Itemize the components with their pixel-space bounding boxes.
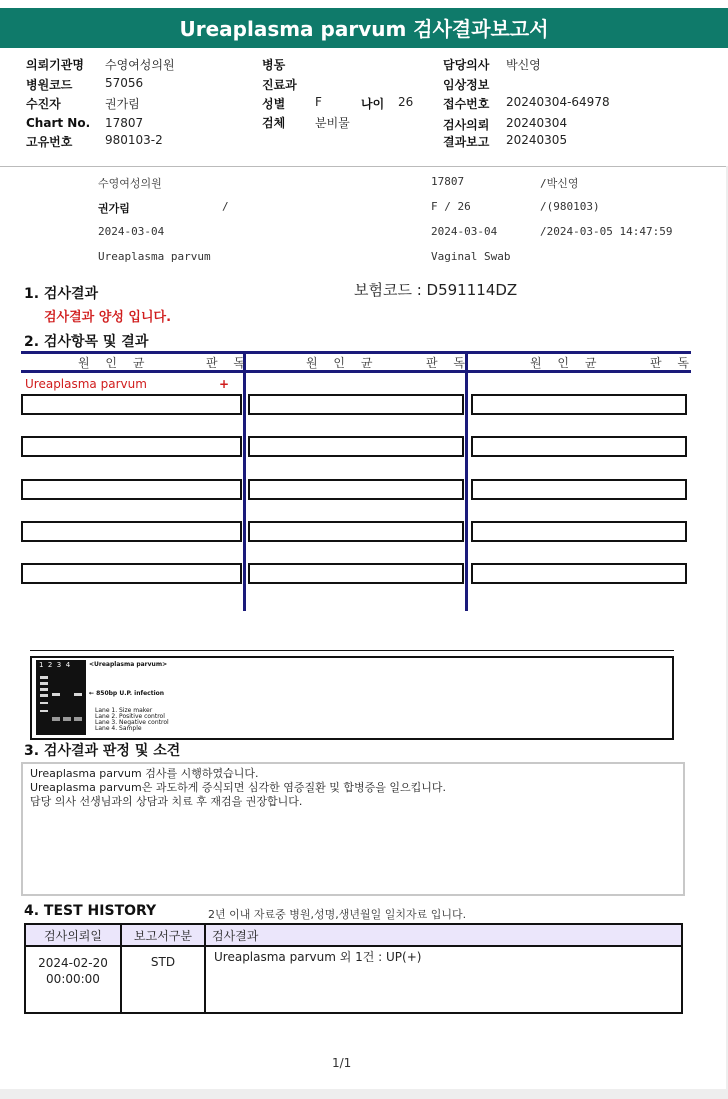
result-box [248, 521, 464, 542]
col-test-result: 검사결과 [205, 924, 682, 946]
sub-doctor: /박신영 [540, 177, 579, 190]
label-department: 진료과 [262, 78, 297, 92]
label-hospital-code: 병원코드 [26, 78, 73, 92]
value-sex: F [315, 95, 322, 109]
sub-request-date: 2024-03-04 [98, 225, 165, 238]
header-divider [0, 166, 728, 167]
section2-title: 2. 검사항목 및 결과 [24, 334, 149, 350]
section1-title: 1. 검사결과 [24, 286, 99, 302]
label-doctor: 담당의사 [443, 58, 490, 72]
gel-band [52, 717, 60, 721]
bottom-bar [0, 1089, 728, 1099]
label-age: 나이 [361, 97, 385, 111]
value-request-date: 20240304 [506, 116, 568, 130]
col-header-result-2: 판 독 [426, 356, 471, 370]
value-receipt-no: 20240304-64978 [506, 95, 610, 109]
result-box [471, 563, 687, 584]
label-requesting-institution: 의뢰기관명 [26, 58, 84, 72]
label-patient: 수진자 [26, 97, 61, 111]
value-chart-no: 17807 [105, 116, 144, 130]
cell-request-datetime [25, 946, 121, 1013]
result-box [248, 479, 464, 500]
gel-legend-lane3: Lane 3. Negative control [95, 719, 169, 726]
header-info [0, 0, 728, 160]
value-doctor: 박신영 [506, 58, 541, 72]
gel-lane-numbers: 1 2 3 4 [39, 661, 71, 669]
sub-receipt-date: 2024-03-04 [431, 225, 498, 238]
label-sex: 성별 [262, 97, 286, 111]
sub-report-time: /2024-03-05 14:47:59 [540, 225, 673, 238]
result-box [21, 394, 242, 415]
label-report-date: 결과보고 [443, 135, 490, 149]
col-request-date: 검사의뢰일 [25, 924, 121, 946]
sub-patient-slash: / [222, 200, 229, 213]
result-box [21, 563, 242, 584]
page-number: 1/1 [332, 1056, 352, 1070]
sub-specimen: Vaginal Swab [431, 250, 511, 263]
result-statement: 검사결과 양성 입니다. [44, 310, 172, 325]
gel-band [40, 710, 48, 712]
opinion-line-2: Ureaplasma parvum은 과도하게 증식되면 심각한 염증질환 및 합병증을 일으킵니다. [30, 781, 446, 794]
history-note: 2년 이내 자료중 병원,성명,생년월일 일치자료 입니다. [208, 908, 467, 921]
gel-band [52, 693, 60, 696]
result-box [248, 563, 464, 584]
col-header-result-1: 판 독 [206, 356, 251, 370]
result-box [471, 521, 687, 542]
gel-legend-lane1: Lane 1. Size maker [95, 707, 153, 714]
label-unique-no: 고유번호 [26, 135, 73, 149]
result-box [21, 479, 242, 500]
col-header-organism-2: 원 인 균 [306, 356, 379, 370]
gel-legend-lane4: Lane 4. Sample [95, 725, 142, 732]
label-ward: 병동 [262, 58, 286, 72]
result-box [471, 394, 687, 415]
test-history-table [24, 923, 683, 1014]
label-receipt-no: 접수번호 [443, 97, 490, 111]
value-hospital-code: 57056 [105, 76, 144, 90]
value-age: 26 [398, 95, 414, 109]
cell-report-type: STD [121, 946, 205, 1013]
col-header-organism-1: 원 인 균 [78, 356, 151, 370]
result-box [471, 479, 687, 500]
label-specimen: 검체 [262, 116, 286, 130]
value-requesting-institution: 수영여성의원 [105, 58, 175, 72]
gel-title: <Ureaplasma parvum> [89, 661, 168, 668]
report-title: Ureaplasma parvum 검사결과보고서 [0, 8, 728, 48]
sub-hospital: 수영여성의원 [98, 177, 162, 190]
sub-patient: 권가림 [98, 202, 130, 215]
insurance-code: 보험코드 : D591114DZ [354, 281, 518, 299]
opinion-line-3: 담당 의사 선생님과의 상담과 치료 후 재검을 권장합니다. [30, 795, 303, 808]
cell-time: 00:00:00 [46, 972, 100, 986]
value-patient: 권가림 [105, 97, 140, 111]
organism-name: Ureaplasma parvum [25, 377, 147, 391]
value-unique-no: 980103-2 [105, 133, 163, 147]
section3-title: 3. 검사결과 판정 및 소견 [24, 743, 181, 759]
cell-test-result: Ureaplasma parvum 외 1건 : UP(+) [205, 946, 682, 1013]
opinion-line-1: Ureaplasma parvum 검사를 시행하였습니다. [30, 767, 259, 780]
section4-title: 4. TEST HISTORY [24, 903, 157, 919]
result-box [21, 521, 242, 542]
gel-electrophoresis-image [36, 660, 86, 735]
sub-chart: 17807 [431, 175, 465, 188]
table-header-row [25, 924, 682, 946]
organism-result: + [219, 377, 230, 391]
sub-test-name: Ureaplasma parvum [98, 250, 211, 263]
cell-date: 2024-02-20 [38, 956, 108, 970]
gel-band [40, 694, 48, 697]
gel-top-rule [30, 650, 674, 651]
gel-band [74, 717, 82, 721]
gel-band [40, 676, 48, 679]
gel-band [40, 688, 48, 691]
value-specimen: 분비물 [315, 116, 350, 130]
table-row [25, 946, 682, 1013]
col-header-result-3: 판 독 [650, 356, 695, 370]
result-box [248, 436, 464, 457]
sub-sex-age: F / 26 [431, 200, 471, 213]
gel-band [40, 682, 48, 685]
gel-legend-lane2: Lane 2. Positive control [95, 713, 165, 720]
value-report-date: 20240305 [506, 133, 568, 147]
table-col-divider-1 [243, 351, 246, 611]
gel-band [40, 702, 48, 704]
gel-band-label: ← 850bp U.P. infection [89, 690, 165, 697]
gel-band [74, 693, 82, 696]
table-col-divider-2 [465, 351, 468, 611]
sub-birth: /(980103) [540, 200, 600, 213]
result-box [21, 436, 242, 457]
gel-band [63, 717, 71, 721]
result-box [471, 436, 687, 457]
label-request-date: 검사의뢰 [443, 118, 490, 132]
result-box [248, 394, 464, 415]
col-header-organism-3: 원 인 균 [530, 356, 603, 370]
label-chart-no: Chart No. [26, 116, 91, 130]
label-clinical-info: 임상정보 [443, 78, 490, 92]
col-report-type: 보고서구분 [121, 924, 205, 946]
